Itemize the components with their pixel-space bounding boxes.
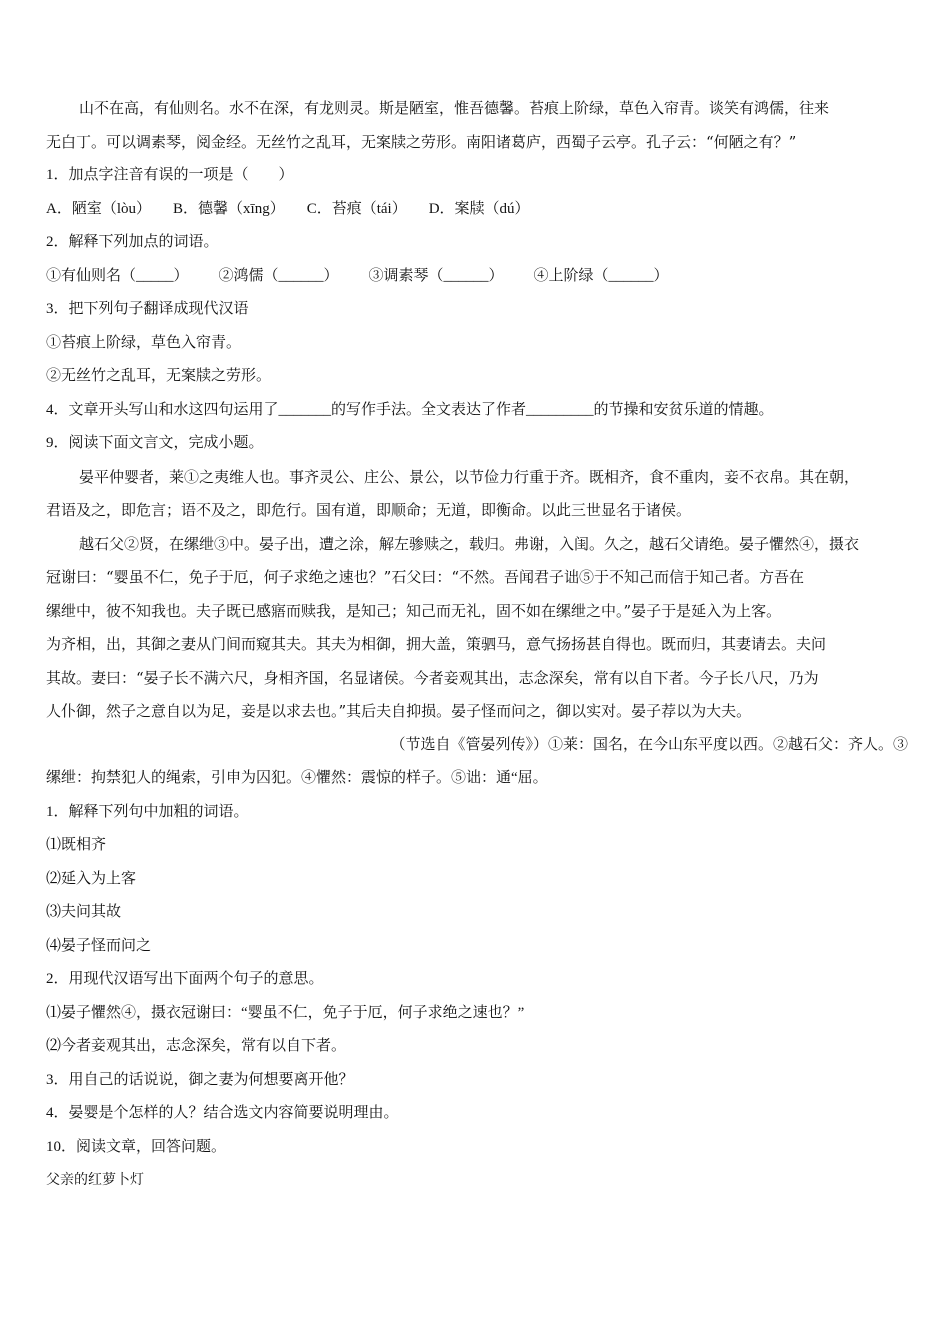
passage-2-line-1: 晏平仲婴者，莱①之夷维人也。事齐灵公、庄公、景公，以节俭力行重于齐。既相齐，食不重肉，妾不衣帛。其在朝，: [79, 467, 860, 486]
sub1-item-3: ⑶夫问其故: [46, 904, 122, 920]
question-4-stem: 4．文章开头写山和水这四句运用了_______的写作手法。全文表达了作者_________的节操和安贫乐道的情趣。: [46, 401, 774, 418]
q2-item-4: ④上阶绿（______）: [533, 267, 669, 284]
q2-item-1: ①有仙则名（_____）: [46, 267, 189, 284]
article-title: 父亲的红萝卜灯: [46, 1172, 144, 1188]
question-2-items: [46, 260, 908, 294]
passage-2-line-2: 君语及之，即危言；语不及之，即危行。国有道，即顺命；无道，即衡命。以此三世显名于诸侯。: [46, 501, 692, 519]
passage-2-line-5: 缧绁中，彼不知我也。夫子既已感寤而赎我，是知己；知己而无礼，固不如在缧绁之中。”晏子于是延入为上客。: [46, 601, 782, 620]
sub-question-1-stem: 1．解释下列句中加粗的词语。: [46, 803, 249, 820]
sub2-item-2: ⑵今者妾观其出，志念深矣，常有以自下者。: [46, 1038, 347, 1054]
passage-1-line-1: 山不在高，有仙则名。水不在深，有龙则灵。斯是陋室，惟吾德馨。苔痕上阶绿，草色入帘青。谈笑有鸿儒，往来: [79, 99, 830, 117]
q3-item-2: ②无丝竹之乱耳，无案牍之劳形。: [46, 368, 272, 384]
sub-question-4-stem: 4．晏婴是个怎样的人？结合选文内容简要说明理由。: [46, 1105, 399, 1121]
passage-2-line-7: 其故。妻曰：“晏子长不满六尺，身相齐国，名显诸侯。今者妾观其出，志念深矣，常有以自下者。今子长八尺，乃为: [46, 668, 819, 687]
passage-2-line-4: 冠谢曰：“婴虽不仁，免子于厄，何子求绝之速也？”石父曰：“不然。吾闻君子诎⑤于不知己而信于知己者。方吾在: [46, 568, 805, 586]
option-c: C．苔痕（tái）: [306, 200, 407, 217]
q2-item-2: ②鸿儒（______）: [218, 267, 339, 284]
passage-2-note-line-1: （节选自《管晏列传》）①莱：国名，在今山东平度以西。②越石父：齐人。③: [390, 736, 908, 753]
sub1-item-1: ⑴既相齐: [46, 837, 107, 853]
sub1-item-2: ⑵延入为上客: [46, 870, 137, 887]
q3-item-1: ①苔痕上阶绿，草色入帘青。: [46, 334, 242, 351]
passage-2-line-6: 为齐相，出，其御之妻从门间而窥其夫。其夫为相御，拥大盖，策驷马，意气扬扬甚自得也。既而归，其妻请去。夫问: [46, 635, 827, 653]
sub1-item-4: ⑷晏子怪而问之: [46, 937, 152, 954]
question-1-stem: 1．加点字注音有误的一项是（ ）: [46, 167, 294, 183]
question-9-title: 9．阅读下面文言文，完成小题。: [46, 435, 264, 451]
sub-question-2-stem: 2．用现代汉语写出下面两个句子的意思。: [46, 971, 324, 987]
question-1-options: [46, 193, 908, 227]
question-3-stem: 3．把下列句子翻译成现代汉语: [46, 301, 249, 317]
option-b: B．德馨（xīng）: [173, 200, 285, 217]
passage-1-line-2: 无白丁。可以调素琴，阅金经。无丝竹之乱耳，无案牍之劳形。南阳诸葛庐，西蜀子云亭。孔子云：“何陋之有？”: [46, 132, 797, 151]
passage-2-line-8: 人仆御，然子之意自以为足，妾是以求去也。”其后夫自抑损。晏子怪而问之，御以实对。晏子荐以为大夫。: [46, 702, 752, 720]
option-a: A．陋室（lòu）: [46, 200, 152, 217]
passage-2-line-3: 越石父②贤，在缧绁③中。晏子出，遭之涂，解左骖赎之，载归。弗谢，入闺。久之，越石父请绝。晏子懼然④，摄衣: [79, 534, 860, 553]
question-10-title: 10．阅读文章，回答问题。: [46, 1138, 227, 1155]
sub-question-3-stem: 3．用自己的话说说，御之妻为何想要离开他？: [46, 1071, 354, 1088]
question-2-stem: 2．解释下列加点的词语。: [46, 234, 219, 250]
document-page: [46, 92, 908, 1198]
passage-2-note-line-2: 缧绁：拘禁犯人的绳索，引申为囚犯。④懼然：震惊的样子。⑤诎：通“屈。: [46, 770, 548, 786]
option-d: D．案牍（dú）: [428, 200, 530, 217]
sub2-item-1: ⑴晏子懼然④，摄衣冠谢曰：“婴虽不仁，免子于厄，何子求绝之速也？”: [46, 1004, 525, 1021]
q2-item-3: ③调素琴（______）: [368, 267, 504, 284]
